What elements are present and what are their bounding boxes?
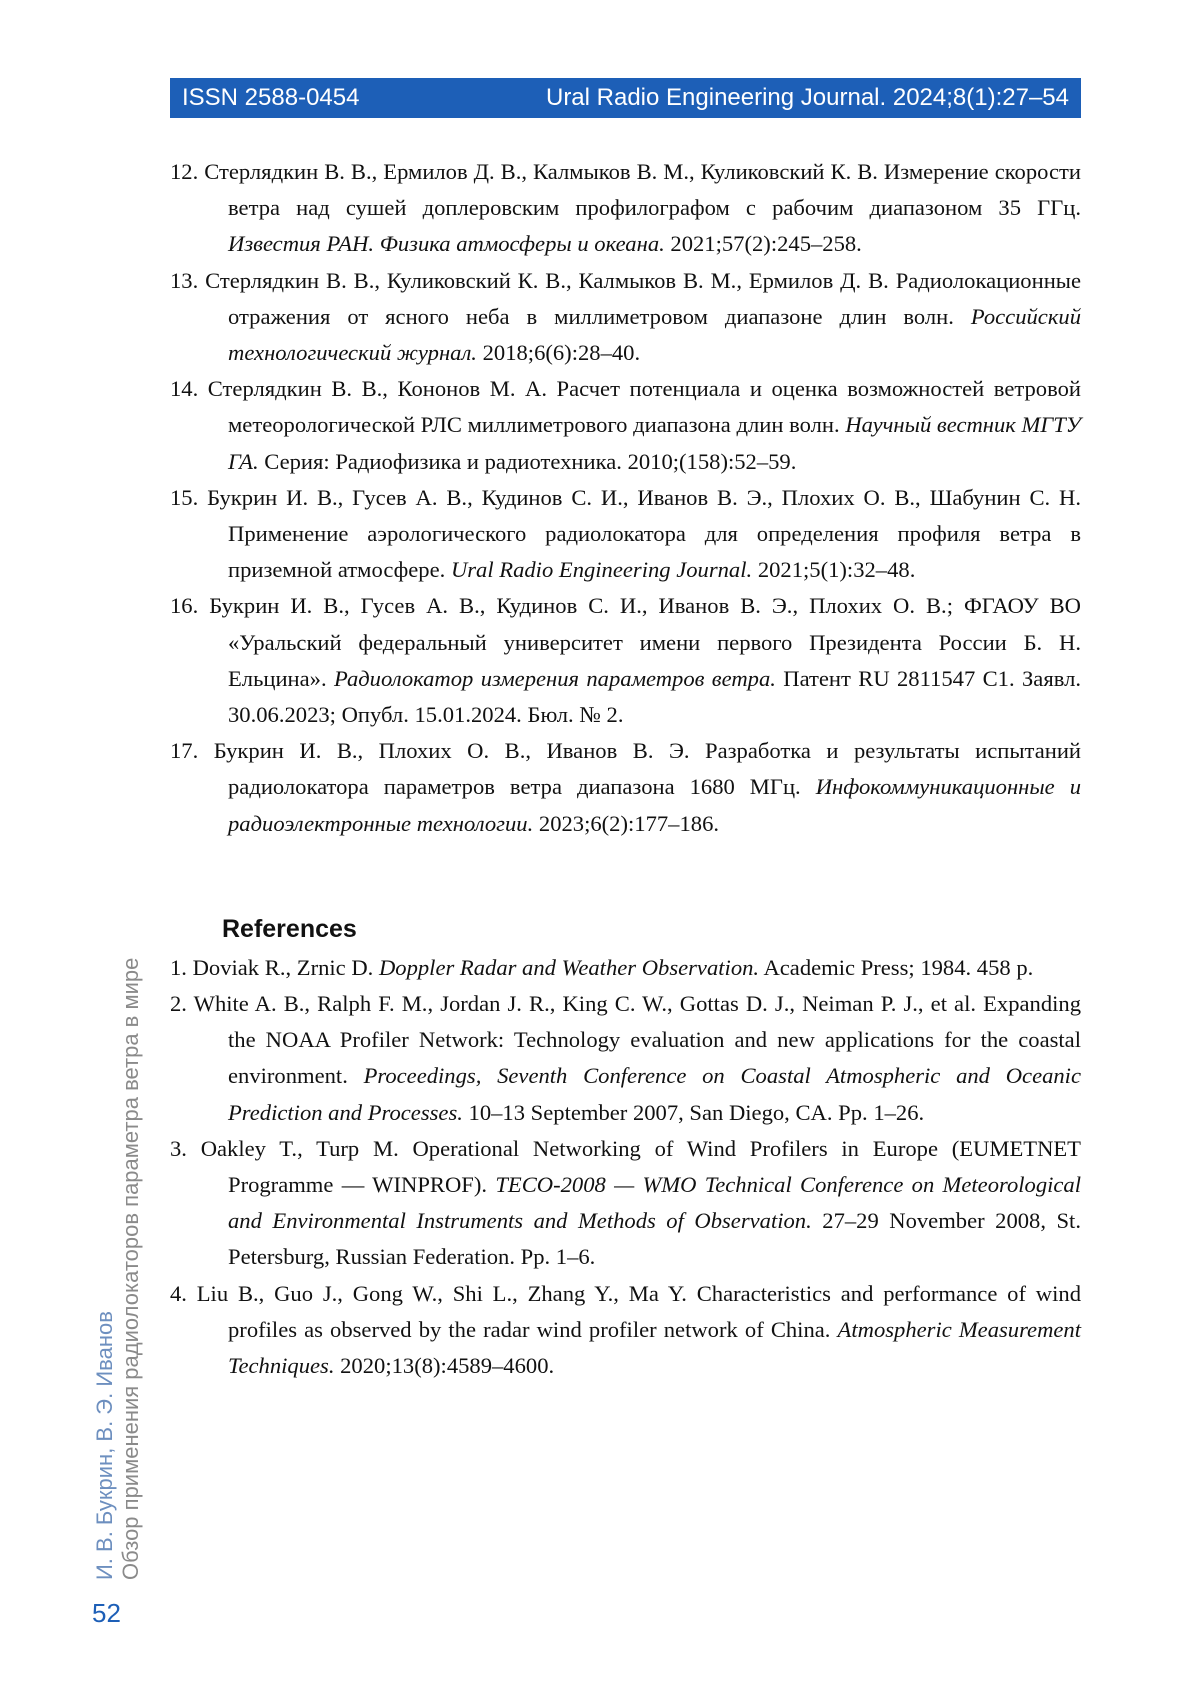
reference-item: 17. Букрин И. В., Плохих О. В., Иванов В. Э. Разработка и результаты испытаний радиолокатора параметров ветра диапазона 1680 МГц. Инфокоммуникационные и радиоэлектронные технологии. 2023;6(2):177–186. (170, 738, 1082, 836)
journal-citation: Ural Radio Engineering Journal. 2024;8(1):27–54 (545, 84, 1069, 111)
russian-reference-list (170, 154, 1081, 842)
issn-label: ISSN 2588-0454 (182, 84, 360, 111)
reference-item: 16. Букрин И. В., Гусев А. В., Кудинов С. И., Иванов В. Э., Плохих О. В.; ФГАОУ ВО «Уральский федеральный университет имени первого Президента России Б. Н. Ельцина». Радиолокатор измерения параметров ветра. Патент RU 2811547 C1. Заявл. 30.06.2023; Опубл. 15.01.2024. Бюл. № 2. (170, 593, 1082, 728)
sidebar-authors: И. В. Букрин, В. Э. Иванов (92, 1311, 117, 1580)
page-content (170, 154, 1081, 1384)
sidebar-article-title: Обзор применения радиолокаторов параметра ветра в мире (118, 957, 143, 1580)
reference-item: 12. Стерлядкин В. В., Ермилов Д. В., Калмыков В. М., Куликовский К. В. Измерение скорости ветра над сушей доплеровским профилографом с рабочим диапазоном 35 ГГц. Известия РАН. Физика атмосферы и океана. 2021;57(2):245–258. (170, 159, 1081, 257)
reference-item: 13. Стерлядкин В. В., Куликовский К. В., Калмыков В. М., Ермилов Д. В. Радиолокационные отражения от ясного неба в миллиметровом диапазоне длин волн. Российский технологический журнал. 2018;6(6):28–40. (170, 267, 1081, 366)
reference-item: 2. White A. B., Ralph F. M., Jordan J. R., King C. W., Gottas D. J., Neiman P. J., et al. Expanding the NOAA Profiler Network: Technology evaluation and new applications for the coastal environment. Proceedings, Seventh Conference on Coastal Atmospheric and Oceanic Prediction and Processes. 10–13 September 2007, San Diego, CA. Pp. 1–26. (170, 991, 1081, 1125)
reference-item: 1. Doviak R., Zrnic D. Doppler Radar and Weather Observation. Academic Press; 1984. 458 p. (170, 954, 1034, 980)
reference-item: 15. Букрин И. В., Гусев А. В., Кудинов С. И., Иванов В. Э., Плохих О. В., Шабунин С. Н. Применение аэрологического радиолокатора для определения профиля ветра в приземной атмосфере. Ural Radio Engineering Journal. 2021;5(1):32–48. (170, 484, 1081, 583)
journal-header-bar (170, 78, 1081, 118)
page-number: 52 (92, 1598, 121, 1628)
references-heading: References (222, 914, 357, 943)
english-reference-list (170, 950, 1081, 1384)
reference-item: 14. Стерлядкин В. В., Кононов М. А. Расчет потенциала и оценка возможностей ветровой метеорологической РЛС миллиметрового диапазона длин волн. Научный вестник МГТУ ГА. Серия: Радиофизика и радиотехника. 2010;(158):52–59. (170, 376, 1081, 474)
reference-item: 3. Oakley T., Turp M. Operational Networking of Wind Profilers in Europe (EUMETNET Programme — WINPROF). TECO-2008 — WMO Technical Conference on Meteorological and Environmental Instruments and Methods of Observation. 27–29 November 2008, St. Petersburg, Russian Federation. Pp. 1–6. (170, 1135, 1081, 1270)
running-sidebar (92, 958, 144, 1580)
reference-item: 4. Liu B., Guo J., Gong W., Shi L., Zhang Y., Ma Y. Characteristics and performance of wind profiles as observed by the radar wind profiler network of China. Atmospheric Measurement Techniques. 2020;13(8):4589–4600. (170, 1280, 1081, 1379)
